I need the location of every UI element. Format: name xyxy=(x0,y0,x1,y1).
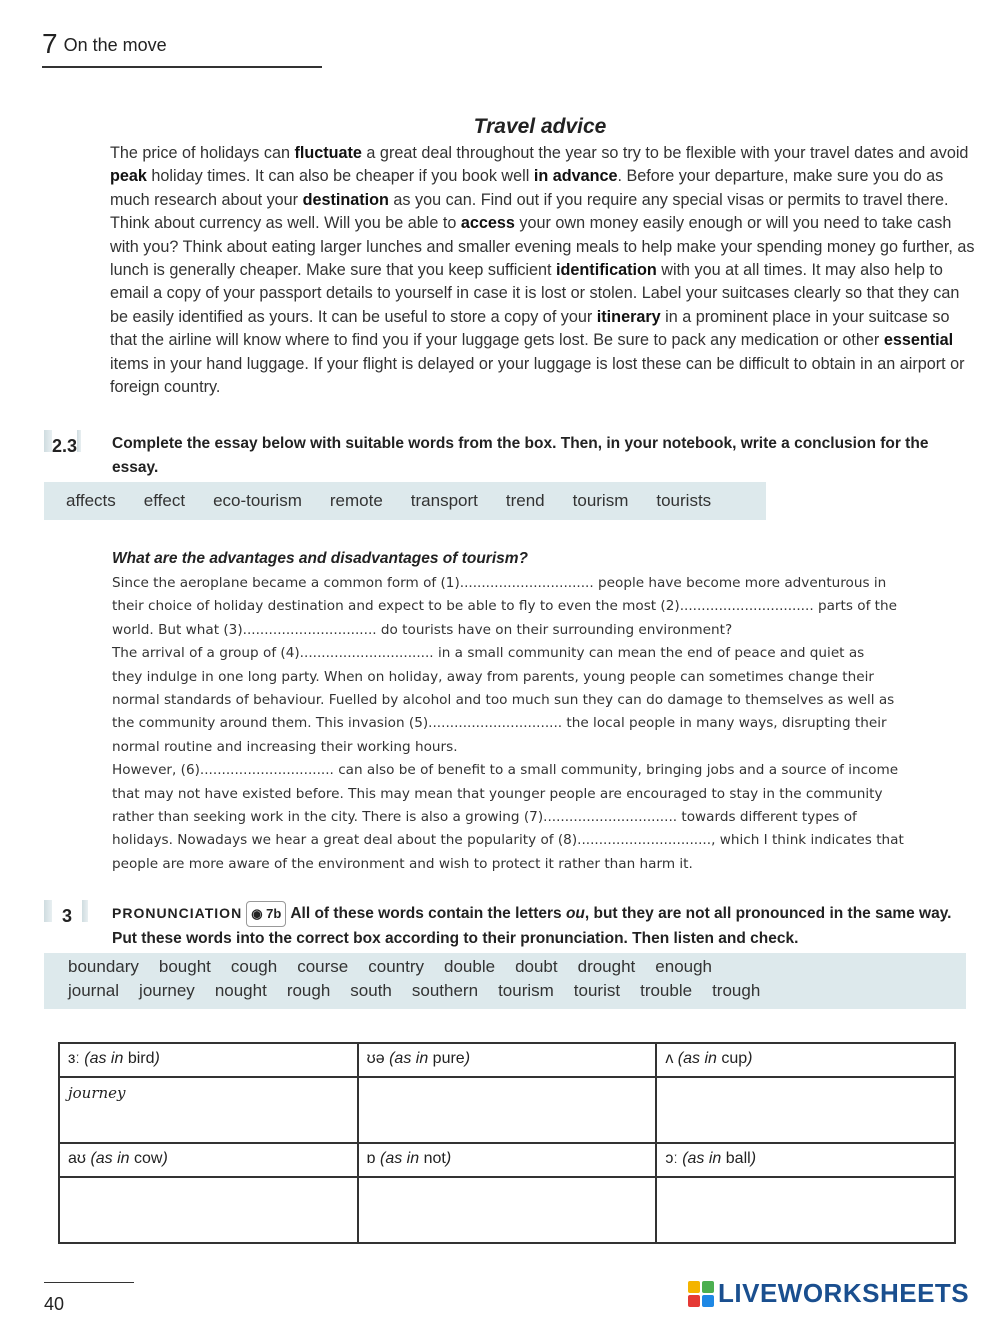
sound-header: ɔː (as in ball) xyxy=(656,1143,955,1177)
keyword: access xyxy=(460,214,515,233)
pronunciation-word[interactable]: trough xyxy=(712,981,761,1000)
word-box-item: effect xyxy=(143,491,186,510)
essay-line: The arrival of a group of (4)............................... in a small community can mean the end of peace and quiet as xyxy=(112,645,865,662)
essay-line: the community around them. This invasion (5)............................... the local people in many ways, disrupting their xyxy=(112,715,887,732)
pronunciation-table xyxy=(58,1042,956,1244)
keyword: peak xyxy=(110,167,147,186)
audio-track-button[interactable]: ◉ 7b xyxy=(246,901,286,927)
answer-cell[interactable] xyxy=(656,1177,955,1243)
word-box-item: remote xyxy=(329,491,383,510)
essay-text xyxy=(112,572,972,876)
essay-line: their choice of holiday destination and expect to be able to fly to even the most (2)............................... parts of the xyxy=(112,598,897,615)
answer-cell[interactable] xyxy=(358,1177,657,1243)
sound-header: ɜː (as in bird) xyxy=(59,1043,358,1077)
paragraph-text: holiday times. It can also be cheaper if you book well xyxy=(146,167,534,186)
pronunciation-word[interactable]: enough xyxy=(655,957,713,976)
essay-line: normal routine and increasing their working hours. xyxy=(112,738,458,755)
pronunciation-word[interactable]: trouble xyxy=(640,981,693,1000)
keyword: in advance xyxy=(533,167,618,186)
chapter-heading xyxy=(42,28,167,60)
paragraph-text: The price of holidays can xyxy=(110,144,295,162)
answer-cell[interactable] xyxy=(656,1077,955,1143)
article-paragraph xyxy=(110,142,975,399)
answer-cell[interactable] xyxy=(59,1077,358,1143)
answer-cell[interactable] xyxy=(358,1077,657,1143)
word-box-item: eco-tourism xyxy=(213,491,302,510)
essay-line: that may not have existed before. This may mean that younger people are encouraged to stay in the community xyxy=(112,785,883,802)
essay-line: world. But what (3)............................... do tourists have on their surrounding environment? xyxy=(112,621,733,638)
pronunciation-word[interactable]: drought xyxy=(577,957,636,976)
paragraph-text: your own money easily enough or will you need to take cash with you? Think about eating larger lunches and smaller evening meals to help make your spending money go further, as lunch is generally cheaper. Make sure that you keep sufficient xyxy=(110,214,975,280)
pronunciation-label: PRONUNCIATION xyxy=(112,905,243,921)
essay-question: What are the advantages and disadvantages of tourism? xyxy=(112,550,529,567)
pronunciation-word[interactable]: southern xyxy=(411,981,479,1000)
pronunciation-word[interactable]: double xyxy=(444,957,496,976)
pronunciation-word[interactable]: country xyxy=(368,957,424,976)
article-title: Travel advice xyxy=(473,115,607,138)
pronunciation-word[interactable]: doubt xyxy=(515,957,558,976)
exercise-marker xyxy=(44,900,52,922)
pronunciation-word[interactable]: journal xyxy=(68,981,120,1000)
pronunciation-word[interactable]: journey xyxy=(139,981,195,1000)
sound-header: ʌ (as in cup) xyxy=(656,1043,955,1077)
exercise-2-3-number: 2.3 xyxy=(44,430,81,457)
liveworksheets-logo: LIVEWORKSHEETS xyxy=(688,1278,969,1309)
keyword: destination xyxy=(302,190,389,209)
essay-line: normal standards of behaviour. Fuelled by alcohol and too much sun they can do damage to themselves as well as xyxy=(112,692,895,709)
handwritten-answer: journey xyxy=(68,1084,126,1102)
word-box-item: transport xyxy=(410,491,478,510)
paragraph-text: with you at all times. It may also help to email a copy of your passport details to yourself in case it is lost or stolen. Label your suitcases clearly so that they can be easily identified as yours. It can be useful to store a copy of your xyxy=(110,261,960,326)
pronunciation-word[interactable]: bought xyxy=(158,957,211,976)
keyword: itinerary xyxy=(596,307,661,326)
exercise-2-3-instruction: Complete the essay below with suitable words from the box. Then, in your notebook, write a conclusion for the essay. xyxy=(112,435,929,476)
keyword: essential xyxy=(883,331,954,350)
logo-icon xyxy=(688,1281,714,1307)
sound-header: aʊ (as in cow) xyxy=(59,1143,358,1177)
exercise-3-instruction: PRONUNCIATION ◉ 7b All of these words contain the letters ou, but they are not all pronounced in the same way. Put these words into the correct box according to their pronunciation. Then listen and check. xyxy=(112,901,962,951)
word-box-item: affects xyxy=(66,491,116,510)
pronunciation-word[interactable]: rough xyxy=(286,981,331,1000)
chapter-title: On the move xyxy=(63,35,167,55)
word-box-item: tourists xyxy=(656,491,712,510)
paragraph-text: . Before your departure, make sure you do as much research about your xyxy=(110,167,944,209)
word-row xyxy=(68,981,780,1001)
paragraph-text: items in your hand luggage. If your flight is delayed or your luggage is lost these can be difficult to obtain in an airport or foreign country. xyxy=(110,354,965,397)
word-box-item: tourism xyxy=(572,491,629,510)
answer-cell[interactable] xyxy=(59,1177,358,1243)
exercise-marker xyxy=(44,430,52,452)
pronunciation-word[interactable]: south xyxy=(350,981,392,1000)
word-box-item: trend xyxy=(505,491,545,510)
sound-header: ɒ (as in not) xyxy=(358,1143,657,1177)
pronunciation-word[interactable]: tourist xyxy=(573,981,621,1000)
footer-divider xyxy=(44,1282,134,1283)
pronunciation-word[interactable]: cough xyxy=(230,957,278,976)
keyword: identification xyxy=(556,261,657,280)
essay-line: However, (6)............................... can also be of benefit to a small community, bringing jobs and a source of income xyxy=(112,762,899,779)
paragraph-text: a great deal throughout the year so try to be flexible with your travel dates and avoid xyxy=(361,144,969,162)
headphones-icon: ◉ xyxy=(251,906,263,921)
pronunciation-word[interactable]: boundary xyxy=(68,957,139,976)
pronunciation-word[interactable]: nought xyxy=(214,981,267,1000)
chapter-divider xyxy=(42,66,322,68)
paragraph-text: in a prominent place in your suitcase so that the airline will know where to find you if your luggage gets lost. Be sure to pack any medication or other xyxy=(110,307,950,350)
pronunciation-word[interactable]: tourism xyxy=(498,981,554,1000)
essay-line: Since the aeroplane became a common form of (1)............................... people have become more adventurous in xyxy=(112,575,887,591)
essay-line: they indulge in one long party. When on holiday, away from parents, young people can sometimes change their xyxy=(112,668,874,685)
essay-line: holidays. Nowadays we hear a great deal about the popularity of (8)..............................., which I think indicates that xyxy=(112,832,904,849)
chapter-number: 7 xyxy=(42,28,58,59)
essay-line: people are more aware of the environment and wish to protect it rather than harm it. xyxy=(112,855,693,872)
keyword: fluctuate xyxy=(294,144,362,162)
sound-header: ʊə (as in pure) xyxy=(358,1043,657,1077)
word-row xyxy=(68,957,732,977)
word-box xyxy=(44,482,766,520)
essay-line: rather than seeking work in the city. There is also a growing (7)............................... towards different types of xyxy=(112,809,857,826)
pronunciation-word-box xyxy=(44,953,966,1009)
pronunciation-word[interactable]: course xyxy=(297,957,349,976)
exercise-3-number: 3 xyxy=(44,900,88,927)
paragraph-text: as you can. Find out if you require any special visas or permits to travel there. Think about currency as well. Will you be able to xyxy=(110,190,949,233)
page-number: 40 xyxy=(44,1294,65,1314)
